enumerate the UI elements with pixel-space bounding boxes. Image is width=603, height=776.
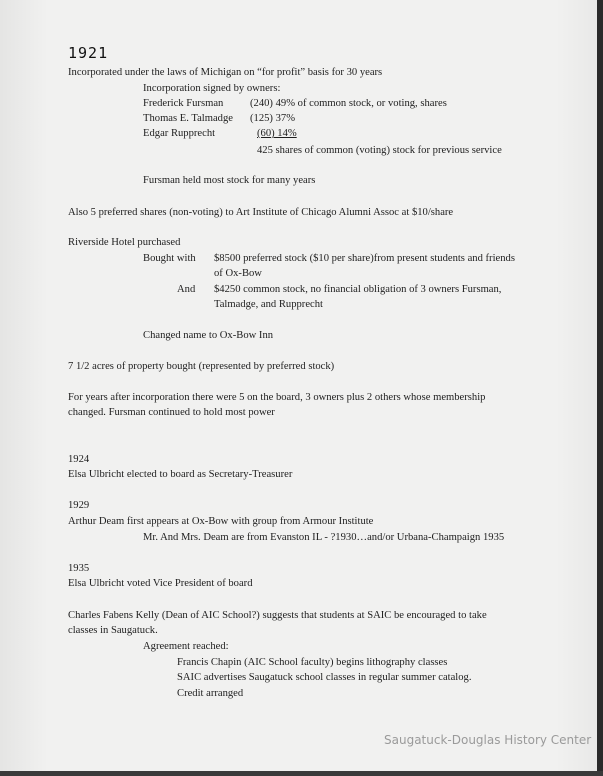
riverside-line: Riverside Hotel purchased [68,237,181,248]
bought-with-label: Bought with [143,253,196,264]
year-heading: 1929 [68,500,90,511]
acres-line: 7 1/2 acres of property bought (represented by preferred stock) [68,361,335,372]
owner-name: Frederick Fursman [143,98,224,109]
incorporation-line: Incorporated under the laws of Michigan on “for profit” basis for 30 years [68,67,383,78]
scan-edge [597,0,603,776]
watermark-text: Saugatuck-Douglas History Center [384,733,592,747]
handwritten-year: 1921 [68,44,109,62]
event-line: Elsa Ulbricht voted Vice President of board [68,578,253,589]
and-text: $4250 common stock, no financial obligation of 3 owners Fursman, [214,284,502,295]
event-line: Mr. And Mrs. Deam are from Evanston IL - ?1930…and/or Urbana-Champaign 1935 [143,532,505,543]
agreement-item: Francis Chapin (AIC School faculty) begins lithography classes [177,657,448,668]
agreement-item: Credit arranged [177,688,244,699]
signed-by-line: Incorporation signed by owners: [143,83,281,94]
kelly-line: Charles Fabens Kelly (Dean of AIC School?) suggests that students at SAIC be encouraged to take [68,610,487,621]
owner-share: (125) 37% [250,113,296,124]
board-line: changed. Fursman continued to hold most power [68,407,275,418]
owner-name: Edgar Rupprecht [143,128,216,139]
bought-with-text: $8500 preferred stock ($10 per share)from present students and friends [214,253,515,264]
year-heading: 1924 [68,454,90,465]
owner-name: Thomas E. Talmadge [143,113,233,124]
total-shares-line: 425 shares of common (voting) stock for previous service [257,145,502,156]
and-label: And [177,284,196,295]
event-line: Arthur Deam first appears at Ox-Bow with group from Armour Institute [68,516,374,527]
owner-share: (240) 49% of common stock, or voting, shares [250,98,447,109]
changed-name-line: Changed name to Ox-Bow Inn [143,330,274,341]
fursman-line: Fursman held most stock for many years [143,175,316,186]
scan-edge [0,771,603,776]
bought-with-text: of Ox-Bow [214,268,262,279]
year-heading: 1935 [68,563,90,574]
agreement-item: SAIC advertises Saugatuck school classes in regular summer catalog. [177,672,472,683]
agreement-label: Agreement reached: [143,641,229,652]
owner-share: (60) 14% [257,128,297,139]
and-text: Talmadge, and Rupprecht [214,299,323,310]
kelly-line: classes in Saugatuck. [68,625,158,636]
event-line: Elsa Ulbricht elected to board as Secretary-Treasurer [68,469,293,480]
preferred-shares-line: Also 5 preferred shares (non-voting) to Art Institute of Chicago Alumni Assoc at $10/share [68,207,454,218]
board-line: For years after incorporation there were 5 on the board, 3 owners plus 2 others whose membership [68,392,486,403]
